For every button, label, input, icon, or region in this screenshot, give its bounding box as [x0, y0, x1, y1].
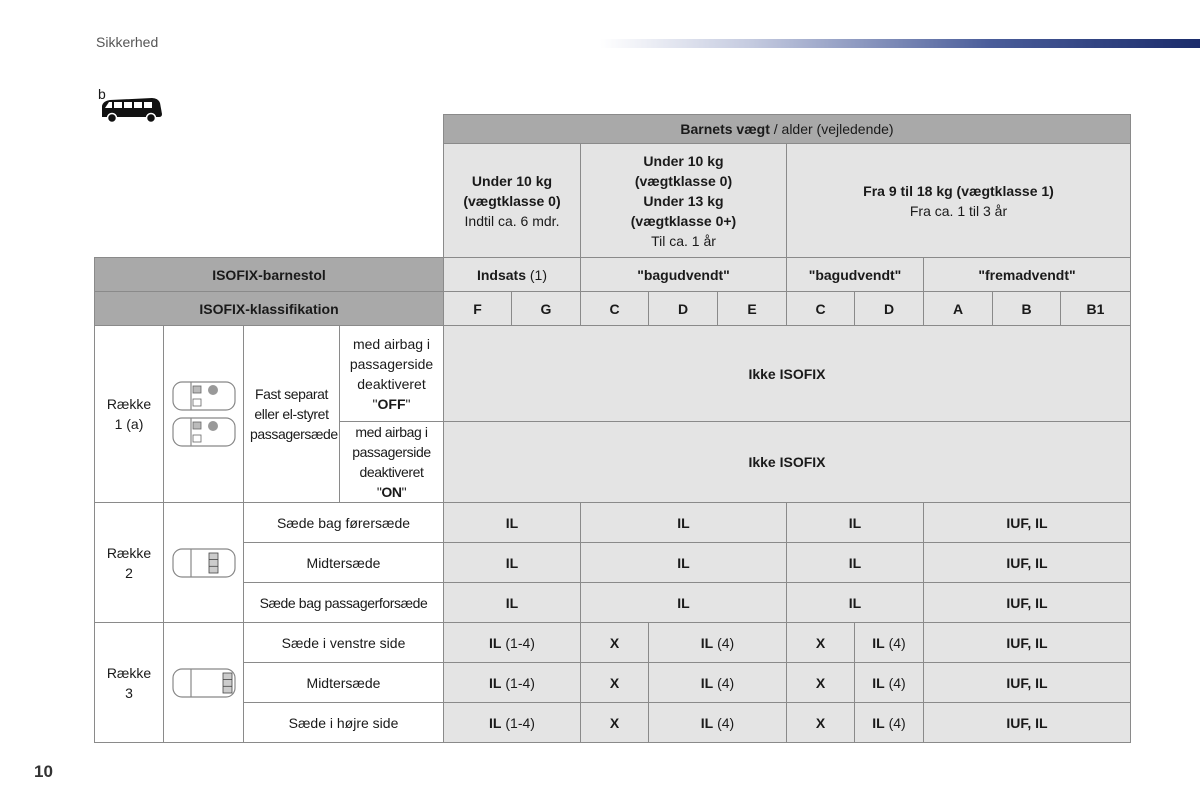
airbag-off-text: med airbag i passagerside deaktiveret "	[349, 335, 434, 412]
row-1-icon-cell	[164, 326, 244, 503]
row-1-seat-desc: Fast separat eller el-styret passagersæde	[244, 326, 340, 503]
class-cell: C	[581, 292, 649, 326]
result-cell: IUF, IL	[924, 663, 1131, 703]
group-0plus-class-b: (vægtklasse 0+)	[630, 212, 737, 229]
result-value: IL	[872, 714, 885, 731]
car-top-row3-icon	[169, 666, 239, 700]
insert-note: (1)	[526, 266, 547, 283]
result-cell	[444, 663, 581, 703]
variant-letter: b	[98, 86, 106, 102]
airbag-off-end: "	[405, 395, 411, 412]
group-0-weight: Under 10 kg	[471, 172, 553, 189]
result-value: IL	[489, 634, 502, 651]
class-cell: D	[855, 292, 924, 326]
group-0plus-header	[581, 144, 787, 258]
insert-label: Indsats	[476, 266, 526, 283]
section-title: Sikkerhed	[96, 34, 159, 50]
group-1-age: Fra ca. 1 til 3 år	[909, 202, 1008, 219]
result-cell: X	[787, 703, 855, 743]
seat-type-rear-facing-a: "bagudvendt"	[581, 258, 787, 292]
airbag-off-value: OFF	[377, 395, 406, 412]
result-note: (4)	[884, 634, 906, 651]
result-cell: X	[787, 663, 855, 703]
class-cell: B	[993, 292, 1061, 326]
result-cell: IL	[581, 503, 787, 543]
group-0plus-class-a: (vægtklasse 0)	[634, 172, 733, 189]
row-1-off-result: Ikke ISOFIX	[444, 326, 1131, 422]
result-cell: IUF, IL	[924, 703, 1131, 743]
isofix-class-label: ISOFIX-klassifikation	[95, 292, 444, 326]
isofix-seat-label: ISOFIX-barnestol	[95, 258, 444, 292]
result-value: IL	[700, 714, 714, 731]
result-cell: IL	[787, 503, 924, 543]
group-1-header	[787, 144, 1131, 258]
car-top-row2-icon	[169, 546, 239, 580]
seat-name: Midtersæde	[244, 543, 444, 583]
row-1-on-result: Ikke ISOFIX	[444, 422, 1131, 503]
seat-type-rear-facing-b: "bagudvendt"	[787, 258, 924, 292]
airbag-on-cell	[340, 422, 444, 503]
airbag-off-cell	[340, 326, 444, 422]
result-value: IL	[489, 714, 502, 731]
result-cell: IUF, IL	[924, 583, 1131, 623]
result-cell: X	[581, 623, 649, 663]
seat-name: Midtersæde	[244, 663, 444, 703]
result-cell	[649, 623, 787, 663]
result-cell	[649, 663, 787, 703]
empty-corner	[95, 115, 444, 258]
row-2-label: Række 2	[95, 503, 164, 623]
result-cell	[444, 703, 581, 743]
result-note: (4)	[884, 674, 906, 691]
class-cell: F	[444, 292, 512, 326]
result-cell: X	[581, 703, 649, 743]
result-note: (4)	[713, 674, 735, 691]
result-cell	[855, 623, 924, 663]
group-0plus-weight-a: Under 10 kg	[643, 152, 724, 169]
seat-type-insert	[444, 258, 581, 292]
result-cell: IL	[444, 503, 581, 543]
result-cell	[649, 703, 787, 743]
row-3-icon-cell	[164, 623, 244, 743]
result-value: IL	[872, 634, 885, 651]
class-cell: C	[787, 292, 855, 326]
seat-name: Sæde bag førersæde	[244, 503, 444, 543]
result-cell	[444, 623, 581, 663]
result-cell: X	[581, 663, 649, 703]
car-top-front-seat-icon	[169, 378, 239, 450]
class-cell: A	[924, 292, 993, 326]
group-0plus-age: Til ca. 1 år	[651, 232, 716, 249]
result-note: (4)	[884, 714, 906, 731]
result-cell: IL	[581, 543, 787, 583]
result-value: IL	[700, 634, 714, 651]
result-cell: IUF, IL	[924, 623, 1131, 663]
seat-name: Sæde i højre side	[244, 703, 444, 743]
result-note: (1-4)	[501, 714, 535, 731]
result-value: IL	[872, 674, 885, 691]
group-0-header	[444, 144, 581, 258]
header-gradient-bar	[600, 39, 1200, 48]
seat-name: Sæde i venstre side	[244, 623, 444, 663]
weight-header-bold: Barnets vægt	[680, 121, 770, 137]
row-3-label: Række 3	[95, 623, 164, 743]
result-cell: IL	[581, 583, 787, 623]
group-0-class: (vægtklasse 0)	[463, 192, 561, 209]
airbag-on-value: ON	[381, 484, 402, 500]
page-number: 10	[34, 762, 53, 781]
class-cell: D	[649, 292, 718, 326]
row-2-icon-cell	[164, 503, 244, 623]
class-cell: B1	[1061, 292, 1131, 326]
weight-header	[444, 115, 1131, 144]
seat-type-forward-facing: "fremadvendt"	[924, 258, 1131, 292]
result-value: IL	[700, 674, 714, 691]
result-cell	[855, 663, 924, 703]
group-1-weight: Fra 9 til 18 kg (vægtklasse 1)	[863, 182, 1054, 199]
airbag-on-end: "	[401, 484, 407, 500]
result-note: (1-4)	[501, 634, 535, 651]
result-cell: IL	[787, 583, 924, 623]
result-cell: IL	[787, 543, 924, 583]
row-1-label: Række 1 (a)	[95, 326, 164, 503]
class-cell: G	[512, 292, 581, 326]
group-0plus-weight-b: Under 13 kg	[643, 192, 724, 209]
isofix-table	[94, 114, 1131, 743]
group-0-age: Indtil ca. 6 mdr.	[464, 212, 560, 229]
result-cell: IUF, IL	[924, 503, 1131, 543]
result-cell: IL	[444, 543, 581, 583]
weight-header-rest: / alder (vejledende)	[769, 121, 894, 137]
class-cell: E	[718, 292, 787, 326]
result-note: (1-4)	[501, 674, 535, 691]
result-value: IL	[489, 674, 502, 691]
result-cell: IUF, IL	[924, 543, 1131, 583]
result-cell: IL	[444, 583, 581, 623]
airbag-on-text: med airbag i passagerside deaktiveret "	[352, 424, 431, 500]
result-cell: X	[787, 623, 855, 663]
result-cell	[855, 703, 924, 743]
result-note: (4)	[713, 634, 735, 651]
seat-name: Sæde bag passagerforsæde	[244, 583, 444, 623]
result-note: (4)	[713, 714, 735, 731]
